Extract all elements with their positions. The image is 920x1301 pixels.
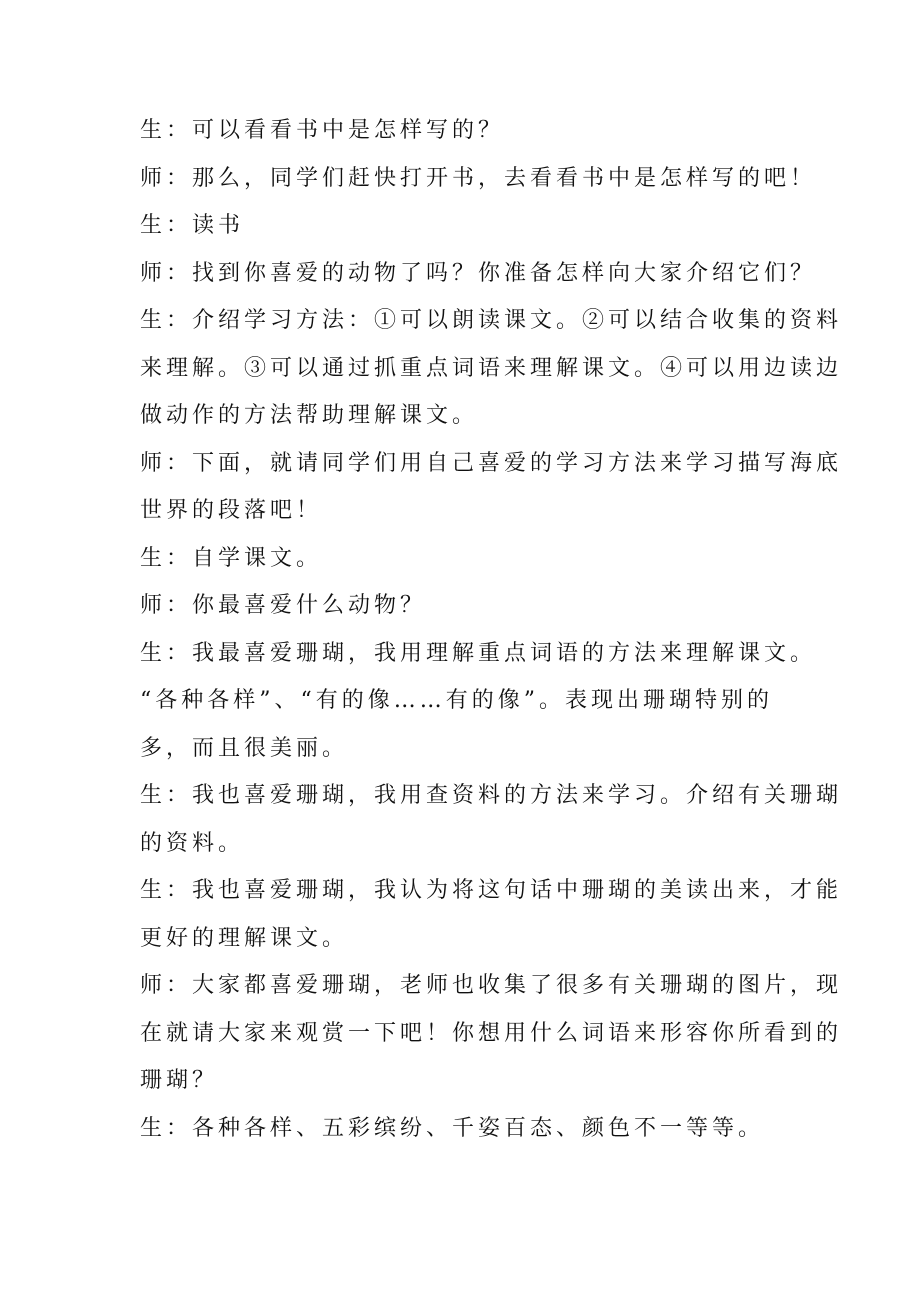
text-line: 在就请大家来观赏一下吧！你想用什么词语来形容你所看到的 [140,1020,843,1046]
text-line: 世界的段落吧！ [140,498,323,523]
text-line: 师：你最喜爱什么动物？ [140,593,427,618]
text-line: 生：我也喜爱珊瑚，我认为将这句话中珊瑚的美读出来，才能 [140,878,843,903]
text-line: 生：可以看看书中是怎样写的？ [140,118,505,143]
text-line: “各种各样”、“有的像……有的像”。表现出珊瑚特别的 [140,688,773,713]
text-line: 师：下面，就请同学们用自己喜爱的学习方法来学习描写海底 [140,450,843,476]
document-body [140,107,843,1152]
text-line: 生：自学课文。 [140,545,323,571]
text-line: 生：我也喜爱珊瑚，我用查资料的方法来学习。介绍有关珊瑚 [140,783,843,808]
text-line: 生：介绍学习方法：①可以朗读课文。②可以结合收集的资料 [140,308,843,333]
text-line: 多，而且很美丽。 [140,735,349,761]
text-line: 生：我最喜爱珊瑚，我用理解重点词语的方法来理解课文。 [140,640,817,666]
text-line: 生：各种各样、五彩缤纷、千姿百态、颜色不一等等。 [140,1115,765,1141]
text-line: 师：那么，同学们赶快打开书，去看看书中是怎样写的吧！ [140,165,817,191]
text-line: 师：找到你喜爱的动物了吗？你准备怎样向大家介绍它们？ [140,260,817,286]
text-line: 珊瑚？ [140,1068,219,1093]
text-line: 生：读书 [140,213,245,238]
text-line: 来理解。③可以通过抓重点词语来理解课文。④可以用边读边 [140,355,843,381]
text-line: 师：大家都喜爱珊瑚，老师也收集了很多有关珊瑚的图片，现 [140,973,843,998]
text-line: 的资料。 [140,830,245,856]
text-line: 做动作的方法帮助理解课文。 [140,403,479,428]
text-line: 更好的理解课文。 [140,925,349,951]
